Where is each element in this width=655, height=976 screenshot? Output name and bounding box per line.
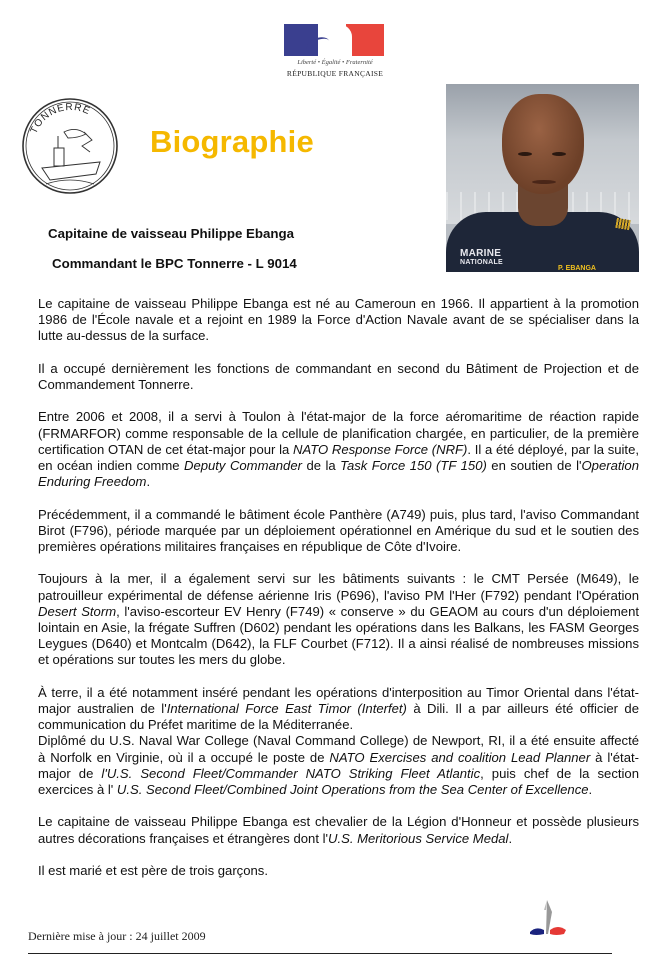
svg-text:TONNERRE [29, 102, 93, 136]
paragraph-birth: Le capitaine de vaisseau Philippe Ebanga est né au Cameroun en 1966. Il appartient à la promotion 1986 de l'École navale et a rejoint en 1989 la Force d'Action Navale avant de se spécialiser dans la lutte au-dessus de la surface. [38, 296, 639, 344]
emblem-text: TONNERRE [28, 101, 93, 136]
last-update-date: Dernière mise à jour : 24 juillet 2009 [28, 929, 206, 943]
paragraph-naval-war-college: Diplômé du U.S. Naval War College (Naval Command College) de Newport, RI, il a été ensuite affecté à Norfolk en Virginie, où il a occupé le poste de NATO Exercises and coalition Lead Planner à l'état-major de l'U.S. Second Fleet/Commander NATO Striking Fleet Atlantic, puis chef de la section exercices à l' U.S. Second Fleet/Combined Joint Operations from the Sea Center of Excellence. [38, 733, 639, 798]
paragraph-second-in-command: Il a occupé dernièrement les fonctions de commandant en second du Bâtiment de Projection et de Commandement Tonnerre. [38, 360, 639, 392]
page-title: Biographie [150, 124, 314, 159]
name-tag: P. EBANGA [558, 265, 596, 272]
footer-divider [28, 953, 612, 954]
paragraph-commands: Précédemment, il a commandé le bâtiment école Panthère (A749) puis, plus tard, l'aviso Commandant Birot (F796), période marquée par un déploiement opérationnel en Amérique du sud et le soutien des premières opérations militaires françaises en république de Côte d'Ivoire. [38, 506, 639, 554]
republic-name: RÉPUBLIQUE FRANÇAISE [286, 69, 384, 78]
paragraph-family: Il est marié et est père de trois garçons. [38, 863, 268, 878]
paragraph-sea-service: Toujours à la mer, il a également servi sur les bâtiments suivants : le CMT Persée (M649), le patrouilleur expérimental de défense aérienne Iris (P696), l'aviso PM l'Her (F792) pendant l'Opération Desert Storm, l'aviso-escorteur EV Henry (F749) « conserve » du GEAOM au cours d'un déploiement lointain en Asie, la frégate Suffren (D602) pendant les opérations dans les Balkans, les FASM Georges Leygues (D640) et Montcalm (D642), la FLF Courbet (F712). Il a ainsi réalisé de nombreuses missions et opérations sur toutes les mers du globe. [38, 571, 640, 668]
officer-name: Capitaine de vaisseau Philippe Ebanga [48, 226, 295, 241]
republic-motto: Liberté • Égalité • Fraternité [297, 59, 373, 66]
paragraph-land-service: À terre, il a été notamment inséré pendant les opérations d'interposition au Timor Oriental dans l'état-major australien de l'International Force East Timor (Interfet) à Dili. Il a par ailleurs été officier de communication du Préfet maritime de la Méditerranée. [38, 684, 639, 733]
tonnerre-emblem-icon [20, 96, 120, 196]
paragraph-frmarfor: Entre 2006 et 2008, il a servi à Toulon à l'état-major de la force aéromaritime de réaction rapide (FRMARFOR) comme responsable de la cellule de planification chargée, en particulier, de la première certification OTAN de cet état-major pour la NATO Response Force (NRF). Il a été déployé, par la suite, en océan indien comme Deputy Commander de la Task Force 150 (TF 150) en soutien de l'Operation Enduring Freedom. [38, 409, 639, 490]
marine-nationale-logo-icon [522, 896, 572, 940]
marine-nationale-badge: MARINE NATIONALE [460, 248, 504, 266]
republique-francaise-logo [282, 22, 388, 82]
officer-portrait-photo [446, 84, 639, 272]
marianne-flag-icon [284, 24, 384, 56]
biography-body [38, 296, 639, 895]
officer-role: Commandant le BPC Tonnerre - L 9014 [52, 256, 297, 271]
paragraph-decorations: Le capitaine de vaisseau Philippe Ebanga est chevalier de la Légion d'Honneur et possède plusieurs autres décorations françaises et étrangères dont l'U.S. Meritorious Service Medal. [38, 814, 639, 846]
